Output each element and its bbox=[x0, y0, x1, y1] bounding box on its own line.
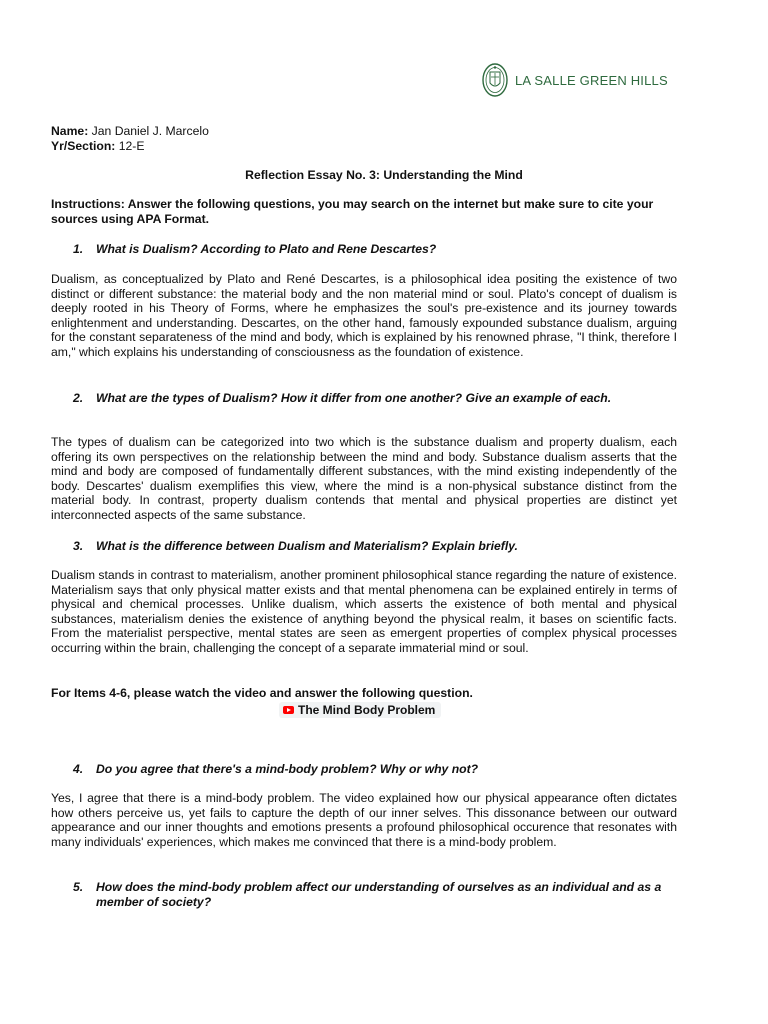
section-label: Yr/Section: bbox=[51, 138, 116, 153]
seal-icon bbox=[481, 62, 509, 98]
video-link[interactable] bbox=[279, 702, 441, 718]
question-5 bbox=[73, 880, 673, 909]
question-2 bbox=[73, 391, 673, 406]
name-label: Name: bbox=[51, 124, 89, 138]
answer-2: The types of dualism can be categorized into two which is the substance dualism and property dualism, each offering its own perspectives on the relationship between the mind and body. Substance dualism asserts that the mind and body are composed of fundamentally different substances, with the mind existing independently of the body. Descartes' dualism exemplifies this view, where the mind is a non-physical substance distinct from the material body. In contrast, property dualism contends that mental and physical properties are distinct yet interconnected aspects of the same substance. bbox=[51, 435, 677, 522]
question-3 bbox=[73, 539, 673, 554]
video-instructions: For Items 4-6, please watch the video and answer the following question. bbox=[51, 686, 473, 700]
answer-4: Yes, I agree that there is a mind-body problem. The video explained how our physical appearance often dictates how others perceive us, yet fails to capture the depth of our inner selves. This dissonance between our outward appearance and our inner thoughts and emotions presents a profound philosophical occurence that resonates with many individuals' experiences, which makes me convinced that there is a mind-body problem. bbox=[51, 791, 677, 849]
question-number: 4. bbox=[73, 762, 84, 776]
question-number: 2. bbox=[73, 391, 84, 405]
section-value: 12-E bbox=[118, 138, 145, 153]
question-text: How does the mind-body problem affect our understanding of ourselves as an individual and as a member of society? bbox=[96, 880, 662, 909]
instructions: Instructions: Answer the following questions, you may search on the internet but make sure to cite your sources using APA Format. bbox=[51, 197, 654, 226]
question-number: 1. bbox=[73, 242, 84, 256]
school-logo bbox=[481, 62, 668, 98]
answer-1: Dualism, as conceptualized by Plato and René Descartes, is a philosophical idea positing the existence of two distinct or different substance: the material body and the non material mind or soul. Plato's concept of dualism is deeply rooted in his Theory of Forms, where he emphasizes the soul's pre-existence and its journey towards enlightenment and understanding. Descartes, on the other hand, famously expounded substance dualism, arguing for the constant separateness of the mind and body, which is explained by his renowned phrase, "I think, therefore I am," which explains his understanding of consciousness as the foundation of existence. bbox=[51, 272, 677, 359]
section-line bbox=[51, 139, 677, 154]
name-value: Jan Daniel J. Marcelo bbox=[91, 124, 209, 138]
video-link-label: The Mind Body Problem bbox=[298, 703, 436, 717]
question-number: 5. bbox=[73, 880, 84, 894]
name-line bbox=[51, 124, 677, 139]
answer-3: Dualism stands in contrast to materialism, another prominent philosophical stance regarding the nature of existence. Materialism says that only physical matter exists and that mental phenomena can be explained entirely in terms of physical and chemical processes. Unlike dualism, which asserts the existence of both mental and physical substances, materialism denies the existence of anything beyond the physical realm, it bases on scientific facts. From the materialist perspective, mental states are seen as emergent properties of complex physical processes occurring within the brain, challenging the concept of a separate immaterial mind or soul. bbox=[51, 568, 677, 655]
question-text: What is the difference between Dualism and Materialism? Explain briefly. bbox=[96, 539, 518, 553]
question-text: What is Dualism? According to Plato and Rene Descartes? bbox=[96, 242, 437, 256]
question-1 bbox=[73, 242, 673, 257]
essay-title: Reflection Essay No. 3: Understanding the Mind bbox=[245, 168, 523, 182]
question-4 bbox=[73, 762, 673, 777]
question-text: What are the types of Dualism? How it differ from one another? Give an example of each. bbox=[96, 391, 612, 405]
question-number: 3. bbox=[73, 539, 84, 553]
question-text: Do you agree that there's a mind-body problem? Why or why not? bbox=[96, 762, 479, 776]
youtube-icon bbox=[283, 706, 294, 714]
school-name: LA SALLE GREEN HILLS bbox=[515, 72, 668, 88]
student-info bbox=[51, 124, 677, 153]
